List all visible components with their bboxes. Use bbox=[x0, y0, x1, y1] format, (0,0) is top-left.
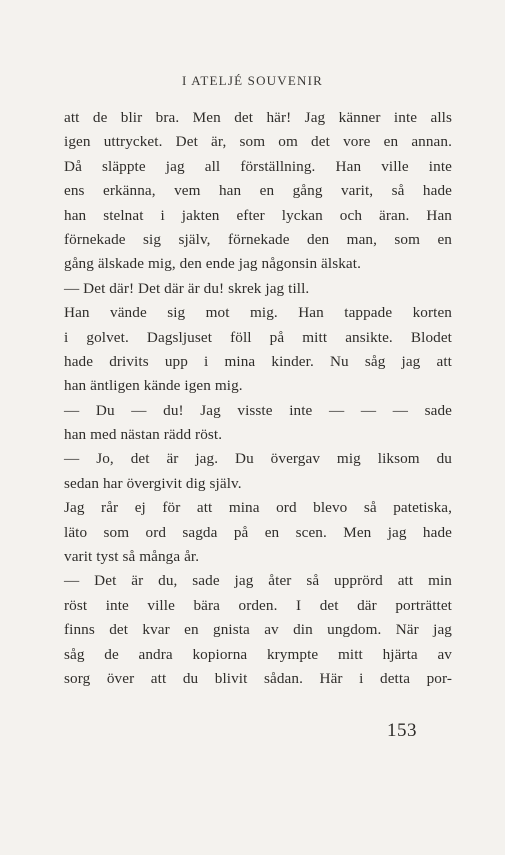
text-line: i golvet. Dagsljuset föll på mitt ansikte. Blodet bbox=[64, 328, 452, 346]
text-line: Han vände sig mot mig. Han tappade korten bbox=[64, 304, 452, 322]
text-line: sedan har övergivit dig själv. bbox=[64, 474, 242, 492]
text-line: varit tyst så många år. bbox=[64, 548, 200, 566]
page-number: 153 bbox=[387, 720, 417, 741]
text-line: läto som ord sagda på en scen. Men jag hade bbox=[64, 523, 452, 541]
text-line: — Det där! Det där är du! skrek jag till. bbox=[64, 279, 310, 297]
text-line: finns det kvar en gnista av din ungdom. När jag bbox=[64, 621, 452, 639]
text-line: röst inte ville bära orden. I det där porträttet bbox=[64, 596, 452, 614]
text-line: Då släppte jag all förställning. Han ville inte bbox=[64, 157, 452, 175]
text-line: såg de andra kopiorna krympte mitt hjärta av bbox=[64, 645, 452, 663]
text-line: igen uttrycket. Det är, som om det vore en annan. bbox=[64, 133, 452, 151]
text-line: att de blir bra. Men det här! Jag känner inte alls bbox=[64, 109, 452, 126]
running-head: I ATELJÉ SOUVENIR bbox=[181, 73, 323, 88]
text-line: ens erkänna, vem han en gång varit, så hade bbox=[64, 182, 452, 200]
text-line: — Du — du! Jag visste inte — — — sade bbox=[64, 401, 452, 419]
text-line: förnekade sig själv, förnekade den man, som en bbox=[64, 230, 452, 248]
text-line: — Jo, det är jag. Du övergav mig liksom du bbox=[64, 450, 452, 468]
body-text bbox=[64, 106, 452, 691]
text-line: han stelnat i jakten efter lyckan och äran. Han bbox=[64, 206, 452, 224]
text-line: han äntligen kände igen mig. bbox=[64, 377, 243, 395]
text-line: Jag rår ej för att mina ord blevo så patetiska, bbox=[64, 499, 452, 517]
text-line: sorg över att du blivit sådan. Här i detta por- bbox=[64, 669, 452, 687]
text-line: gång älskade mig, den ende jag någonsin älskat. bbox=[64, 255, 361, 273]
text-line: — Det är du, sade jag åter så upprörd att min bbox=[64, 572, 452, 590]
text-line: hade drivits upp i mina kinder. Nu såg jag att bbox=[64, 352, 452, 370]
text-line: han med nästan rädd röst. bbox=[64, 426, 223, 444]
